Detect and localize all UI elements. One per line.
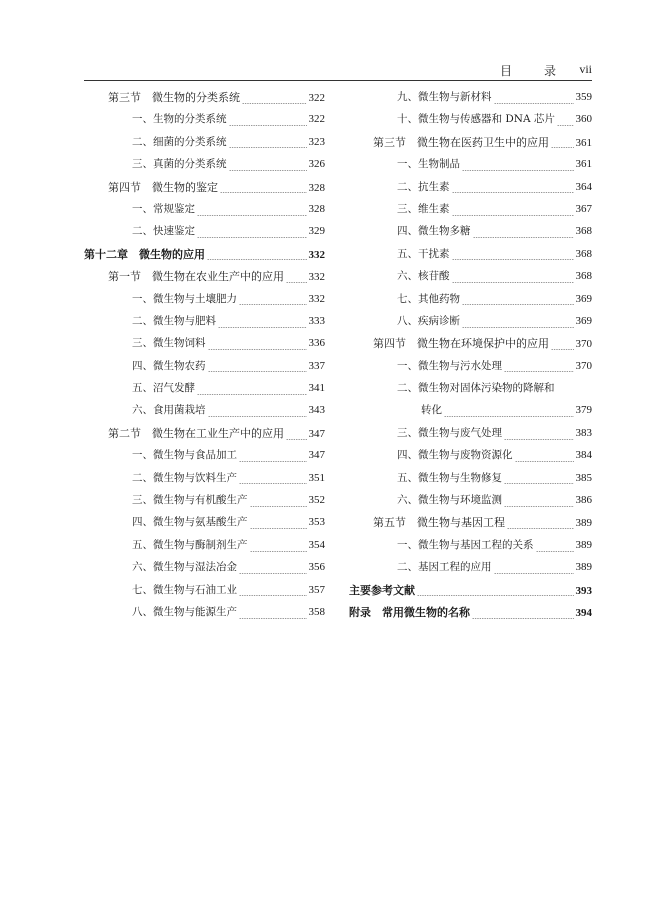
toc-entry-title: 第一节 微生物在农业生产中的应用 xyxy=(108,270,284,284)
toc-entry-page: 357 xyxy=(308,583,325,596)
toc-section-entry[interactable] xyxy=(84,89,325,111)
toc-entry-title: 四、微生物与废物资源化 xyxy=(397,449,513,462)
toc-entry-page: 328 xyxy=(308,181,325,194)
toc-entry-page: 360 xyxy=(575,113,592,126)
toc-subsection-entry[interactable] xyxy=(84,514,325,536)
toc-subsection-entry[interactable] xyxy=(84,358,325,380)
dot-leader xyxy=(494,103,574,104)
toc-entry-page: 337 xyxy=(308,359,325,372)
toc-subsection-entry[interactable] xyxy=(349,492,592,514)
toc-entry-page: 369 xyxy=(575,292,592,305)
toc-entry-title: 第五节 微生物与基因工程 xyxy=(373,516,505,530)
toc-chapter-entry[interactable] xyxy=(349,582,592,604)
toc-entry-page: 379 xyxy=(575,404,592,417)
toc-entry-page: 347 xyxy=(308,427,325,440)
toc-entry-page: 385 xyxy=(575,471,592,484)
dot-leader xyxy=(250,528,307,529)
toc-entry-title: 一、微生物与污水处理 xyxy=(397,359,502,372)
toc-entry-page: 333 xyxy=(308,314,325,327)
toc-entry-title: 二、细菌的分类系统 xyxy=(132,135,227,148)
dot-leader xyxy=(242,103,307,104)
toc-entry-page: 322 xyxy=(308,113,325,126)
dot-leader xyxy=(504,483,574,484)
toc-entry-title: 二、微生物与饮料生产 xyxy=(132,471,237,484)
dot-leader xyxy=(197,394,307,395)
toc-entry-page: 358 xyxy=(308,605,325,618)
running-title: 目 录 xyxy=(499,64,566,78)
toc-entry-title: 二、快速鉴定 xyxy=(132,225,195,238)
toc-entry-title: 第四节 微生物在环境保护中的应用 xyxy=(373,337,549,351)
toc-entry-title: 三、微生物与有机酸生产 xyxy=(132,494,248,507)
toc-subsection-entry[interactable] xyxy=(349,291,592,313)
dot-leader xyxy=(239,595,307,596)
toc-entry-page: 326 xyxy=(308,158,325,171)
toc-entry-title: 二、基因工程的应用 xyxy=(397,561,492,574)
toc-entry-title: 转化 xyxy=(421,404,442,417)
toc-subsection-entry[interactable] xyxy=(84,470,325,492)
toc-entry-title: 三、微生物饲料 xyxy=(132,337,206,350)
dot-leader xyxy=(551,349,574,350)
toc-entry-page: 370 xyxy=(575,338,592,351)
toc-entry-page: 389 xyxy=(575,517,592,530)
dot-leader xyxy=(473,237,574,238)
dot-leader xyxy=(452,259,574,260)
toc-entry-title: 九、微生物与新材料 xyxy=(397,91,492,103)
toc-entry-page: 368 xyxy=(575,247,592,260)
toc-subsection-entry[interactable] xyxy=(349,111,592,133)
toc-entry-title: 七、微生物与石油工业 xyxy=(132,583,237,596)
dot-leader xyxy=(504,371,574,372)
toc-section-entry[interactable] xyxy=(349,134,592,156)
dot-leader xyxy=(444,416,574,417)
toc-entry-title: 八、疾病诊断 xyxy=(397,314,460,327)
toc-subsection-entry[interactable] xyxy=(84,223,325,245)
toc-entry-title: 第三节 微生物在医药卫生中的应用 xyxy=(373,135,549,149)
toc-entry-page: 332 xyxy=(308,248,325,261)
toc-subsection-entry[interactable] xyxy=(84,291,325,313)
dot-leader xyxy=(551,147,574,148)
toc-subsection-entry[interactable] xyxy=(84,447,325,469)
toc-entry-title: 一、微生物与基因工程的关系 xyxy=(397,538,534,551)
toc-entry-page: 329 xyxy=(308,225,325,238)
toc-entry-title: 一、常规鉴定 xyxy=(132,202,195,215)
toc-entry-page: 323 xyxy=(308,135,325,148)
toc-entry-page: 332 xyxy=(308,292,325,305)
dot-leader xyxy=(239,618,307,619)
dot-leader xyxy=(250,506,307,507)
toc-entry-title: 二、微生物对固体污染物的降解和 xyxy=(397,382,555,395)
toc-entry-title: 三、维生素 xyxy=(397,202,450,215)
toc-entry-title: 第十二章 微生物的应用 xyxy=(84,247,205,261)
toc-entry-page: 341 xyxy=(308,382,325,395)
dot-leader xyxy=(452,215,574,216)
toc-entry-page: 354 xyxy=(308,538,325,551)
toc-subsection-entry[interactable] xyxy=(349,447,592,469)
toc-right-column xyxy=(349,89,592,626)
dot-leader xyxy=(239,461,307,462)
toc-entry-page: 351 xyxy=(308,471,325,484)
toc-subsection-entry[interactable] xyxy=(84,313,325,335)
toc-entry-page: 361 xyxy=(575,158,592,171)
toc-entry-page: 389 xyxy=(575,561,592,574)
toc-subsection-entry[interactable] xyxy=(349,201,592,223)
toc-entry-page: 368 xyxy=(575,270,592,283)
toc-subsection-entry[interactable] xyxy=(84,492,325,514)
dot-leader xyxy=(286,439,307,440)
toc-section-entry[interactable] xyxy=(349,335,592,357)
dot-leader xyxy=(197,215,307,216)
toc-subsection-entry[interactable] xyxy=(84,201,325,223)
toc-subsection-entry[interactable] xyxy=(349,425,592,447)
toc-entry-title: 六、核苷酸 xyxy=(397,270,450,283)
toc-entry-title: 四、微生物多糖 xyxy=(397,225,471,238)
toc-subsection-entry[interactable] xyxy=(349,537,592,559)
toc-entry-page: 367 xyxy=(575,202,592,215)
toc-entry-title: 六、微生物与环境监测 xyxy=(397,494,502,507)
dot-leader xyxy=(504,506,574,507)
toc-subsection-entry[interactable] xyxy=(84,335,325,357)
toc-entry-page: 364 xyxy=(575,180,592,193)
toc-entry-page: 361 xyxy=(575,136,592,149)
toc-subsection-entry[interactable] xyxy=(349,470,592,492)
toc-entry-title: 二、抗生素 xyxy=(397,180,450,193)
toc-subsection-entry[interactable] xyxy=(349,89,592,111)
toc-entry-page: 389 xyxy=(575,538,592,551)
dot-leader xyxy=(507,528,574,529)
toc-subsection-entry[interactable] xyxy=(349,246,592,268)
dot-leader xyxy=(218,327,307,328)
toc-entry-title: 五、微生物与酶制剂生产 xyxy=(132,538,248,551)
toc-entry-page: 386 xyxy=(575,494,592,507)
toc-entry-title: 主要参考文献 xyxy=(349,583,415,597)
dot-leader xyxy=(239,483,307,484)
toc-entry-page: 328 xyxy=(308,202,325,215)
dot-leader xyxy=(229,170,307,171)
toc-entry-page: 352 xyxy=(308,494,325,507)
header-rule xyxy=(84,80,592,81)
toc-section-entry[interactable] xyxy=(349,514,592,536)
toc-entry-title: 六、微生物与湿法冶金 xyxy=(132,561,237,574)
dot-leader xyxy=(286,282,307,283)
toc-section-entry[interactable] xyxy=(84,179,325,201)
dot-leader xyxy=(207,259,307,260)
toc-entry-page: 332 xyxy=(308,271,325,284)
toc-subsection-entry[interactable] xyxy=(84,156,325,178)
toc-subsection-entry[interactable] xyxy=(84,380,325,402)
toc-entry-title: 八、微生物与能源生产 xyxy=(132,605,237,618)
dot-leader xyxy=(452,282,574,283)
dot-leader xyxy=(452,192,574,193)
toc-entry-page: 322 xyxy=(308,92,325,104)
toc-subsection-entry[interactable] xyxy=(84,559,325,581)
toc-entry-title: 第三节 微生物的分类系统 xyxy=(108,91,240,104)
toc-section-entry[interactable] xyxy=(84,425,325,447)
toc-subsection-entry[interactable] xyxy=(84,604,325,626)
toc-entry-page: 393 xyxy=(575,584,592,597)
dot-leader xyxy=(462,304,574,305)
dot-leader xyxy=(208,349,307,350)
dot-leader xyxy=(515,461,574,462)
toc-entry-title: 一、生物制品 xyxy=(397,158,460,171)
toc-entry-page: 347 xyxy=(308,449,325,462)
toc-subsection-entry[interactable] xyxy=(84,134,325,156)
dot-leader xyxy=(472,618,574,619)
toc-entry-title: 六、食用菌栽培 xyxy=(132,404,206,417)
toc-subsection-entry[interactable] xyxy=(349,223,592,245)
toc-entry-page: 369 xyxy=(575,314,592,327)
dot-leader xyxy=(462,327,574,328)
toc-entry-title: 四、微生物与氨基酸生产 xyxy=(132,516,248,529)
toc-subsection-entry[interactable] xyxy=(349,313,592,335)
toc-entry-title: 一、生物的分类系统 xyxy=(132,113,227,126)
toc-entry-title: 一、微生物与土壤肥力 xyxy=(132,292,237,305)
toc-subsection-entry[interactable] xyxy=(349,559,592,581)
toc-entry-title: 七、其他药物 xyxy=(397,292,460,305)
toc-entry-title: 一、微生物与食品加工 xyxy=(132,449,237,462)
dot-leader xyxy=(197,237,307,238)
dot-leader xyxy=(417,595,574,596)
toc-entry-title: 五、沼气发酵 xyxy=(132,382,195,395)
toc-subsection-entry[interactable] xyxy=(84,402,325,424)
dot-leader xyxy=(239,304,307,305)
dot-leader xyxy=(239,573,307,574)
toc-entry-page: 343 xyxy=(308,404,325,417)
toc-entry-page: 384 xyxy=(575,449,592,462)
toc-entry-title: 附录 常用微生物的名称 xyxy=(349,605,470,619)
toc-left-column xyxy=(84,89,325,626)
dot-leader xyxy=(557,125,574,126)
dot-leader xyxy=(504,439,574,440)
toc-subsection-entry[interactable] xyxy=(84,582,325,604)
dot-leader xyxy=(536,551,574,552)
toc-entry-page: 336 xyxy=(308,337,325,350)
page-number: vii xyxy=(579,62,592,76)
toc-entry-page: 394 xyxy=(575,606,592,619)
toc-subsection-entry[interactable] xyxy=(84,111,325,133)
dot-leader xyxy=(494,573,574,574)
toc-entry-page: 368 xyxy=(575,225,592,238)
dot-leader xyxy=(250,551,307,552)
toc-entry-title: 十、微生物与传感器和 DNA 芯片 xyxy=(397,113,555,126)
toc-entry-title: 四、微生物农药 xyxy=(132,359,206,372)
toc-entry-page: 356 xyxy=(308,561,325,574)
toc-subsection-entry[interactable] xyxy=(349,179,592,201)
toc-chapter-entry[interactable] xyxy=(349,604,592,626)
toc-entry-title: 三、微生物与废气处理 xyxy=(397,426,502,439)
page-header xyxy=(84,62,592,78)
dot-leader xyxy=(208,416,307,417)
dot-leader xyxy=(229,125,307,126)
dot-leader xyxy=(462,170,574,171)
toc-entry-title: 第二节 微生物在工业生产中的应用 xyxy=(108,426,284,440)
toc-entry-title: 第四节 微生物的鉴定 xyxy=(108,180,218,194)
toc-entry-page: 383 xyxy=(575,426,592,439)
dot-leader xyxy=(229,147,307,148)
dot-leader xyxy=(208,371,307,372)
toc-chapter-entry[interactable] xyxy=(84,246,325,268)
toc-subsection-entry[interactable] xyxy=(349,268,592,290)
toc-entry-title: 五、干扰素 xyxy=(397,247,450,260)
toc-entry-page: 370 xyxy=(575,359,592,372)
toc-entry-title: 五、微生物与生物修复 xyxy=(397,471,502,484)
toc-subsection-entry[interactable] xyxy=(349,358,592,380)
toc-entry-page: 359 xyxy=(575,91,592,103)
toc-subsection-entry[interactable] xyxy=(84,537,325,559)
dot-leader xyxy=(220,192,307,193)
toc-subsection-entry[interactable] xyxy=(349,380,592,402)
toc-entry-page: 353 xyxy=(308,516,325,529)
toc-subsection-entry[interactable] xyxy=(349,156,592,178)
toc-section-entry[interactable] xyxy=(84,268,325,290)
toc-entry-title: 二、微生物与肥料 xyxy=(132,314,216,327)
toc-entry-title: 三、真菌的分类系统 xyxy=(132,158,227,171)
toc-subsection-entry[interactable] xyxy=(349,402,592,424)
